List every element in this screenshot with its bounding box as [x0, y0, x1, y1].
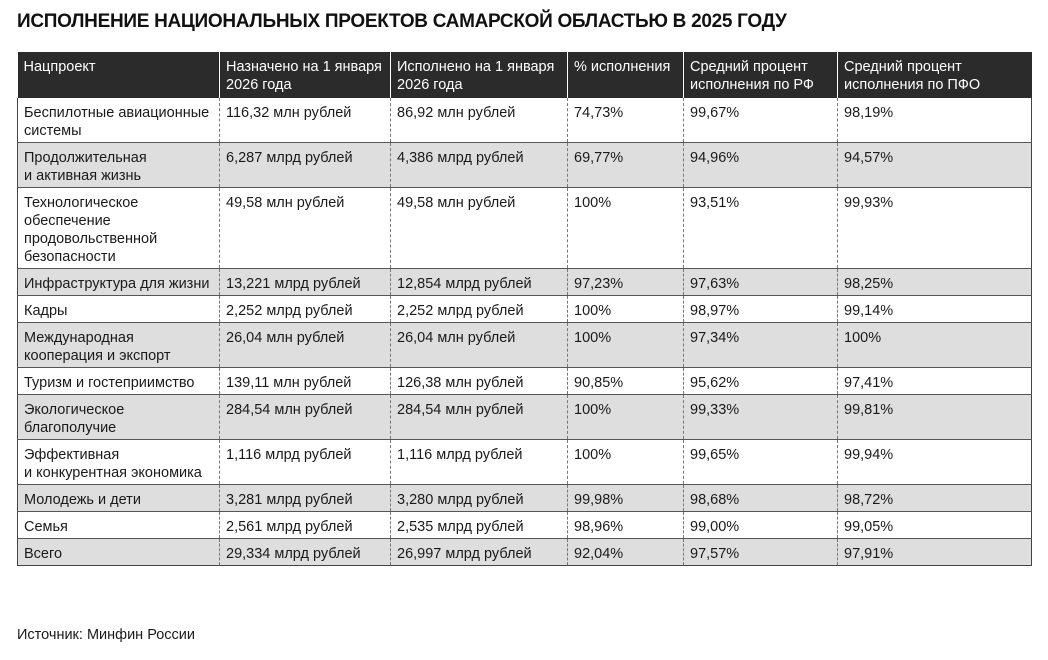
cell-avg-rf: 97,57%	[684, 539, 838, 566]
cell-project: Кадры	[18, 296, 220, 323]
cell-project: Эффективная и конкурентная экономика	[18, 440, 220, 485]
cell-assigned: 3,281 млрд рублей	[220, 485, 391, 512]
cell-percent: 100%	[568, 188, 684, 269]
table-row	[18, 143, 1032, 188]
source-note: Источник: Минфин России	[17, 627, 196, 643]
cell-executed: 26,04 млн рублей	[391, 323, 568, 368]
cell-assigned: 26,04 млн рублей	[220, 323, 391, 368]
table-row	[18, 98, 1032, 143]
cell-avg-pfo: 94,57%	[838, 143, 1032, 188]
cell-percent: 100%	[568, 296, 684, 323]
cell-executed: 3,280 млрд рублей	[391, 485, 568, 512]
cell-avg-rf: 99,33%	[684, 395, 838, 440]
cell-avg-rf: 99,00%	[684, 512, 838, 539]
cell-percent: 92,04%	[568, 539, 684, 566]
header-avg-pfo: Средний процент исполнения по ПФО	[838, 52, 1032, 98]
cell-project: Туризм и гостеприимство	[18, 368, 220, 395]
cell-assigned: 2,561 млрд рублей	[220, 512, 391, 539]
table-row	[18, 539, 1032, 566]
cell-executed: 2,535 млрд рублей	[391, 512, 568, 539]
cell-assigned: 1,116 млрд рублей	[220, 440, 391, 485]
cell-percent: 100%	[568, 440, 684, 485]
cell-avg-rf: 98,97%	[684, 296, 838, 323]
cell-percent: 100%	[568, 395, 684, 440]
cell-executed: 26,997 млрд рублей	[391, 539, 568, 566]
cell-percent: 97,23%	[568, 269, 684, 296]
cell-executed: 126,38 млн рублей	[391, 368, 568, 395]
table-header-row	[18, 52, 1032, 98]
cell-assigned: 13,221 млрд рублей	[220, 269, 391, 296]
cell-avg-rf: 93,51%	[684, 188, 838, 269]
table-row	[18, 188, 1032, 269]
table-row	[18, 368, 1032, 395]
cell-project: Беспилотные авиационные системы	[18, 98, 220, 143]
cell-executed: 86,92 млн рублей	[391, 98, 568, 143]
table-row	[18, 269, 1032, 296]
cell-project: Международная кооперация и экспорт	[18, 323, 220, 368]
table-row	[18, 323, 1032, 368]
cell-avg-pfo: 100%	[838, 323, 1032, 368]
table-row	[18, 512, 1032, 539]
cell-avg-pfo: 98,25%	[838, 269, 1032, 296]
cell-avg-pfo: 99,81%	[838, 395, 1032, 440]
cell-avg-pfo: 99,14%	[838, 296, 1032, 323]
cell-executed: 4,386 млрд рублей	[391, 143, 568, 188]
header-avg-rf: Средний процент исполнения по РФ	[684, 52, 838, 98]
header-executed: Исполнено на 1 января 2026 года	[391, 52, 568, 98]
cell-avg-rf: 99,67%	[684, 98, 838, 143]
table-row	[18, 395, 1032, 440]
cell-avg-rf: 97,63%	[684, 269, 838, 296]
cell-avg-rf: 97,34%	[684, 323, 838, 368]
cell-project: Продолжительная и активная жизнь	[18, 143, 220, 188]
cell-percent: 99,98%	[568, 485, 684, 512]
cell-executed: 49,58 млн рублей	[391, 188, 568, 269]
cell-avg-pfo: 99,05%	[838, 512, 1032, 539]
header-percent: % исполнения	[568, 52, 684, 98]
cell-avg-pfo: 99,94%	[838, 440, 1032, 485]
projects-table	[17, 52, 1032, 566]
cell-project: Инфраструктура для жизни	[18, 269, 220, 296]
cell-percent: 69,77%	[568, 143, 684, 188]
cell-avg-pfo: 98,72%	[838, 485, 1032, 512]
cell-avg-pfo: 98,19%	[838, 98, 1032, 143]
cell-avg-pfo: 97,41%	[838, 368, 1032, 395]
cell-avg-rf: 95,62%	[684, 368, 838, 395]
cell-project: Молодежь и дети	[18, 485, 220, 512]
cell-avg-rf: 98,68%	[684, 485, 838, 512]
cell-percent: 90,85%	[568, 368, 684, 395]
cell-assigned: 139,11 млн рублей	[220, 368, 391, 395]
cell-assigned: 49,58 млн рублей	[220, 188, 391, 269]
cell-executed: 284,54 млн рублей	[391, 395, 568, 440]
cell-avg-pfo: 97,91%	[838, 539, 1032, 566]
cell-assigned: 29,334 млрд рублей	[220, 539, 391, 566]
cell-percent: 98,96%	[568, 512, 684, 539]
cell-executed: 1,116 млрд рублей	[391, 440, 568, 485]
cell-avg-pfo: 99,93%	[838, 188, 1032, 269]
cell-project: Всего	[18, 539, 220, 566]
cell-percent: 100%	[568, 323, 684, 368]
table-row	[18, 485, 1032, 512]
cell-executed: 2,252 млрд рублей	[391, 296, 568, 323]
cell-project: Экологическое благополучие	[18, 395, 220, 440]
table-row	[18, 296, 1032, 323]
cell-assigned: 2,252 млрд рублей	[220, 296, 391, 323]
cell-avg-rf: 99,65%	[684, 440, 838, 485]
header-assigned: Назначено на 1 января 2026 года	[220, 52, 391, 98]
cell-executed: 12,854 млрд рублей	[391, 269, 568, 296]
cell-project: Технологическое обеспечение продовольственной безопасности	[18, 188, 220, 269]
header-project: Нацпроект	[18, 52, 220, 98]
cell-assigned: 6,287 млрд рублей	[220, 143, 391, 188]
page-title: ИСПОЛНЕНИЕ НАЦИОНАЛЬНЫХ ПРОЕКТОВ САМАРСКОЙ ОБЛАСТЬЮ В 2025 ГОДУ	[17, 11, 787, 32]
cell-assigned: 116,32 млн рублей	[220, 98, 391, 143]
cell-project: Семья	[18, 512, 220, 539]
cell-percent: 74,73%	[568, 98, 684, 143]
cell-assigned: 284,54 млн рублей	[220, 395, 391, 440]
table-row	[18, 440, 1032, 485]
cell-avg-rf: 94,96%	[684, 143, 838, 188]
